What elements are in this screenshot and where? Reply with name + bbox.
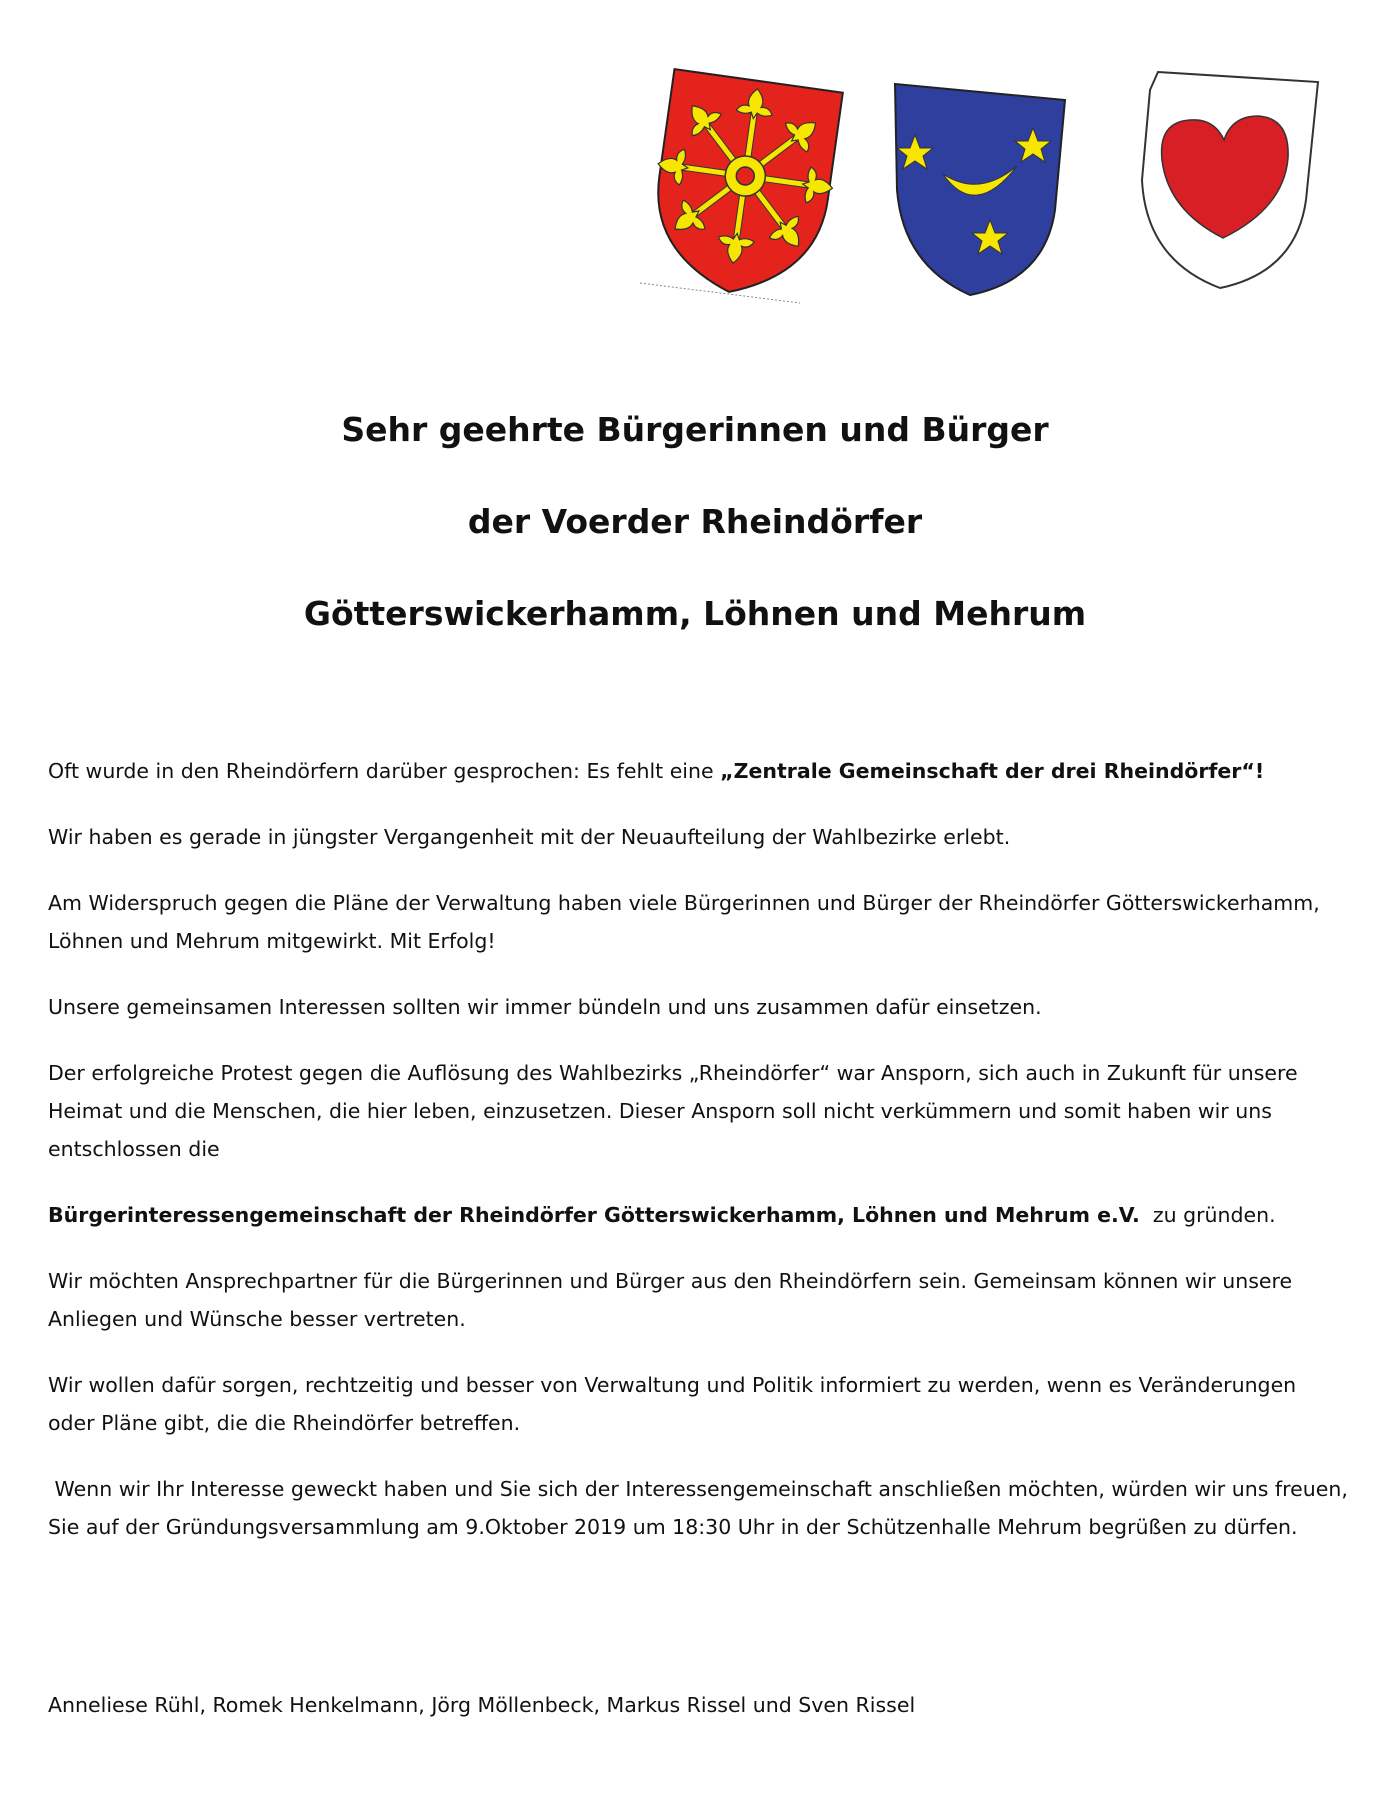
paragraph-8: Wir wollen dafür sorgen, rechtzeitig und besser von Verwaltung und Politik informiert zu werden, wenn es Veränderungen oder Pläne gibt, die die Rheindörfer betreffen. [48,1373,1297,1435]
mehrum-crest-icon [1128,60,1328,300]
heading-line-1: Sehr geehrte Bürgerinnen und Bürger [341,410,1049,449]
paragraph-6 [48,1196,1348,1234]
paragraph-1-bold: „Zentrale Gemeinschaft der drei Rheindörfer“! [720,759,1265,783]
loehnen-crest-icon [885,70,1075,300]
signature-line: Anneliese Rühl, Romek Henkelmann, Jörg Möllenbeck, Markus Rissel und Sven Rissel [48,1693,916,1717]
paragraph-4: Unsere gemeinsamen Interessen sollten wir immer bündeln und uns zusammen dafür einsetzen. [48,995,1042,1019]
association-name: Bürgerinteressengemeinschaft der Rheindörfer Götterswickerhamm, Löhnen und Mehrum e.V. [48,1203,1140,1227]
paragraph-3: Am Widerspruch gegen die Pläne der Verwaltung haben viele Bürgerinnen und Bürger der Rheindörfer Götterswickerhamm, Löhnen und Mehrum mitgewirkt. Mit Erfolg! [48,891,1320,953]
heading-line-2: der Voerder Rheindörfer [467,502,923,541]
paragraph-5: Der erfolgreiche Protest gegen die Auflösung des Wahlbezirks „Rheindörfer“ war Ansporn, sich auch in Zukunft für unsere Heimat und die Menschen, die hier leben, einzusetzen. Dieser Ansporn soll nicht verkümmern und somit haben wir uns entschlossen die [48,1061,1298,1161]
paragraph-2: Wir haben es gerade in jüngster Vergangenheit mit der Neuaufteilung der Wahlbezirke erlebt. [48,825,1011,849]
paragraph-7: Wir möchten Ansprechpartner für die Bürgerinnen und Bürger aus den Rheindörfern sein. Gemeinsam können wir unsere Anliegen und Wünsche besser vertreten. [48,1269,1293,1331]
heading-line-3: Götterswickerhamm, Löhnen und Mehrum [303,594,1087,633]
letter-body [48,752,1355,1574]
goetterswickerhamm-crest-icon [640,58,850,308]
coats-of-arms [620,50,1340,320]
letter-heading [0,410,1390,686]
paragraph-6-text: zu gründen. [1139,1203,1276,1227]
paragraph-1 [48,752,1348,790]
paragraph-1-text: Oft wurde in den Rheindörfern darüber gesprochen: Es fehlt eine [48,759,721,783]
paragraph-9: Wenn wir Ihr Interesse geweckt haben und Sie sich der Interessengemeinschaft anschließen möchten, würden wir uns freuen, Sie auf der Gründungsversammlung am 9.Oktober 2019 um 18:30 Uhr in der Schützenhalle Mehrum begrüßen zu dürfen. [48,1477,1355,1539]
